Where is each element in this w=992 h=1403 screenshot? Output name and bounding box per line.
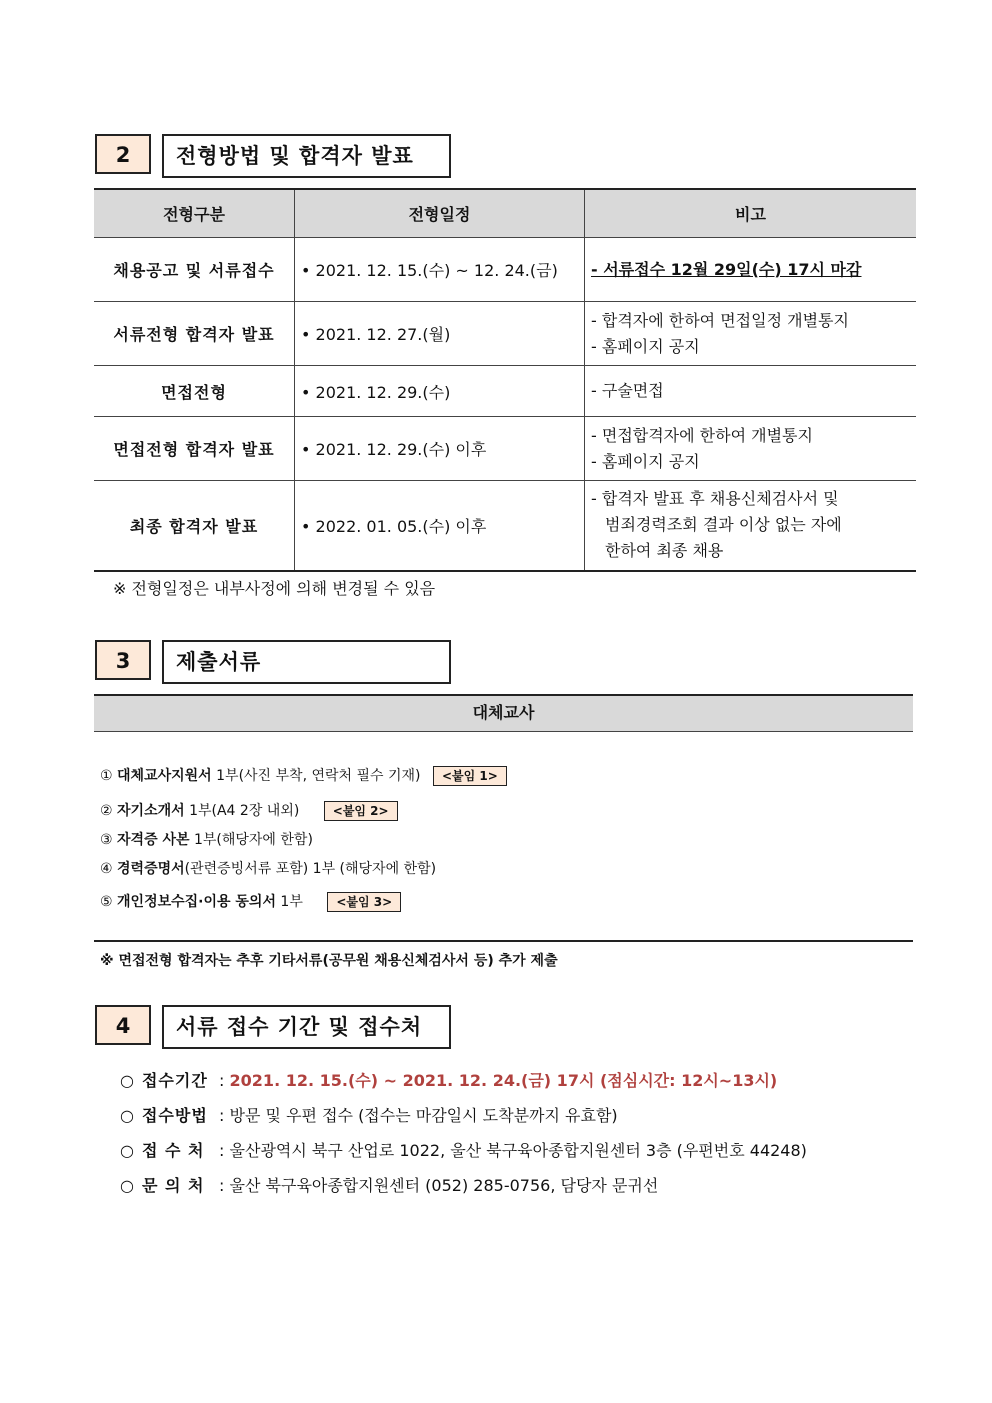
attachment-tag: <붙임 1>	[433, 766, 507, 786]
circle-bullet-icon: ○	[120, 1176, 134, 1195]
schedule-table	[94, 188, 916, 572]
document-item	[100, 765, 507, 786]
table-row	[94, 366, 916, 417]
stage-cell: 채용공고 및 서류접수	[94, 238, 295, 302]
info-label: 접수기간	[141, 1071, 208, 1090]
item-detail: 1부	[275, 894, 303, 910]
table-row	[94, 417, 916, 481]
item-detail: 1부(사진 부착, 연락처 필수 기재)	[211, 768, 421, 784]
info-contact	[120, 1173, 658, 1196]
section-title: 전형방법 및 합격자 발표	[162, 134, 451, 178]
info-method	[120, 1103, 618, 1126]
note-line: - 면접합격자에 한하여 개별통지	[591, 425, 813, 445]
date-cell: • 2021. 12. 27.(월)	[295, 302, 585, 366]
stage-cell: 면접전형 합격자 발표	[94, 417, 295, 481]
schedule-note: ※ 전형일정은 내부사정에 의해 변경될 수 있음	[113, 579, 436, 598]
circle-bullet-icon: ○	[120, 1141, 134, 1160]
item-detail: (관련증빙서류 포함) 1부 (해당자에 한함)	[184, 861, 437, 877]
info-label: 문 의 처	[141, 1176, 205, 1195]
date-cell: • 2021. 12. 15.(수) ~ 12. 24.(금)	[295, 238, 585, 302]
section-title: 제출서류	[162, 640, 451, 684]
documents-bar: 대체교사	[94, 694, 913, 732]
notes-cell	[585, 417, 917, 481]
divider	[94, 940, 913, 942]
notes-cell	[585, 238, 917, 302]
attachment-tag: <붙임 3>	[327, 892, 401, 912]
section-number: 3	[95, 640, 151, 680]
notes-cell	[585, 302, 917, 366]
section-number: 2	[95, 134, 151, 174]
note-line: 범죄경력조회 결과 이상 없는 자에	[605, 515, 842, 535]
circle-bullet-icon: ○	[120, 1071, 134, 1090]
info-label: 접 수 처	[141, 1141, 205, 1160]
document-item	[100, 800, 398, 821]
note-line: 한하여 최종 채용	[605, 541, 724, 561]
note-line: - 합격자 발표 후 채용신체검사서 및	[591, 489, 839, 509]
info-value: 울산 북구육아종합지원센터 (052) 285-0756, 담당자 문귀선	[229, 1176, 659, 1195]
info-label: 접수방법	[141, 1106, 208, 1125]
notes-cell	[585, 366, 917, 417]
stage-cell: 서류전형 합격자 발표	[94, 302, 295, 366]
document-item	[100, 829, 313, 849]
table-row	[94, 481, 916, 571]
stage-cell: 면접전형	[94, 366, 295, 417]
item-name: 경력증명서	[117, 861, 185, 877]
item-name: 대체교사지원서	[117, 768, 212, 784]
item-mark: ③	[100, 832, 113, 848]
info-value: 울산광역시 북구 산업로 1022, 울산 북구육아종합지원센터 3층 (우편번호 44248)	[229, 1141, 807, 1160]
note-line: - 구술면접	[591, 381, 664, 400]
info-separator: :	[213, 1176, 230, 1195]
info-period	[120, 1068, 777, 1091]
info-separator: :	[213, 1106, 230, 1125]
section-number: 4	[95, 1005, 151, 1045]
table-header-row	[94, 189, 916, 238]
info-address	[120, 1138, 807, 1161]
item-detail: 1부(해당자에 한함)	[189, 832, 313, 848]
col-header-notes: 비고	[585, 189, 917, 238]
documents-note: ※ 면접전형 합격자는 추후 기타서류(공무원 채용신체검사서 등) 추가 제출	[100, 953, 558, 969]
date-cell: • 2021. 12. 29.(수) 이후	[295, 417, 585, 481]
stage-cell: 최종 합격자 발표	[94, 481, 295, 571]
note-line: - 합격자에 한하여 면접일정 개별통지	[591, 310, 849, 330]
item-mark: ④	[100, 861, 113, 877]
document-item	[100, 858, 436, 878]
circle-bullet-icon: ○	[120, 1106, 134, 1125]
document-item	[100, 891, 401, 912]
info-value: 2021. 12. 15.(수) ~ 2021. 12. 24.(금) 17시 (점심시간: 12시~13시)	[229, 1071, 778, 1090]
col-header-stage: 전형구분	[94, 189, 295, 238]
attachment-tag: <붙임 2>	[324, 801, 398, 821]
item-name: 자격증 사본	[117, 832, 190, 848]
note-line: - 홈페이지 공지	[591, 336, 700, 356]
notes-cell	[585, 481, 917, 571]
section-title: 서류 접수 기간 및 접수처	[162, 1005, 451, 1049]
note-line: - 홈페이지 공지	[591, 451, 700, 471]
item-name: 자기소개서	[117, 803, 185, 819]
date-cell: • 2021. 12. 29.(수)	[295, 366, 585, 417]
deadline-note: - 서류접수 12월 29일(수) 17시 마감	[591, 259, 862, 279]
date-cell: • 2022. 01. 05.(수) 이후	[295, 481, 585, 571]
info-value: 방문 및 우편 접수 (접수는 마감일시 도착분까지 유효함)	[229, 1106, 618, 1125]
info-separator: :	[213, 1141, 230, 1160]
item-name: 개인정보수집·이용 동의서	[117, 894, 276, 910]
item-mark: ⑤	[100, 894, 113, 910]
table-row	[94, 238, 916, 302]
info-separator: :	[213, 1071, 230, 1090]
item-detail: 1부(A4 2장 내외)	[184, 803, 300, 819]
col-header-date: 전형일정	[295, 189, 585, 238]
table-row	[94, 302, 916, 366]
item-mark: ①	[100, 768, 113, 784]
item-mark: ②	[100, 803, 113, 819]
